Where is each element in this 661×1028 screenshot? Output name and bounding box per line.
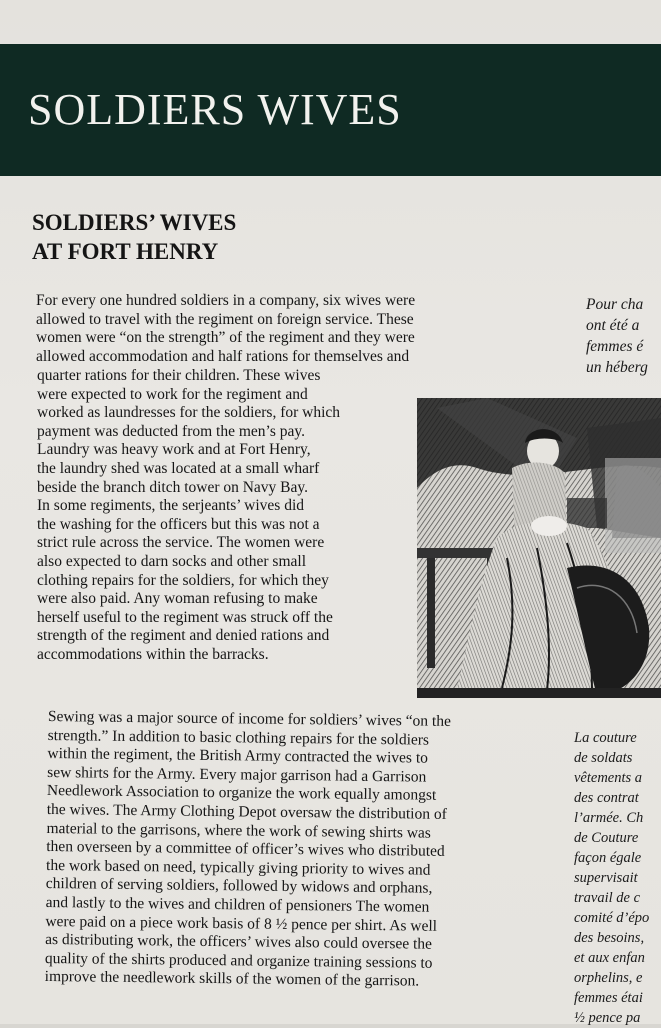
text-line: strength of the regiment and denied rations and bbox=[37, 627, 330, 645]
paragraph-1-narrow bbox=[37, 367, 407, 665]
french-line: vêtements a bbox=[574, 770, 643, 786]
text-line: the laundry shed was located at a small wharf bbox=[37, 459, 320, 477]
french-line: orphelins, e bbox=[574, 970, 643, 986]
text-line: sew shirts for the Army. Every major garrison had a Garrison bbox=[47, 763, 427, 786]
text-line: improve the needlework skills of the women of the garrison. bbox=[44, 968, 420, 990]
text-line: material to the garrisons, where the work of sewing shirts was bbox=[46, 819, 431, 842]
text-line: the wives. The Army Clothing Depot oversaw the distribution of bbox=[46, 800, 447, 823]
woman-sewing-engraving bbox=[417, 398, 661, 698]
text-line: women were “on the strength” of the regiment and they were bbox=[36, 329, 415, 347]
paragraph-2 bbox=[45, 708, 532, 993]
heading-line-2: AT FORT HENRY bbox=[32, 239, 219, 264]
text-line: accommodations within the barracks. bbox=[37, 645, 269, 663]
text-line: children of serving soldiers, followed by widows and orphans, bbox=[45, 875, 433, 898]
text-line: In some regiments, the serjeants’ wives did bbox=[37, 497, 305, 515]
french-line: façon égale bbox=[574, 850, 642, 866]
french-line: La couture bbox=[574, 730, 637, 746]
french-line: de soldats bbox=[574, 750, 633, 766]
text-line: Sewing was a major source of income for soldiers’ wives “on the bbox=[47, 708, 452, 730]
french-line: travail de c bbox=[574, 890, 641, 906]
section-heading bbox=[32, 208, 236, 266]
text-line: worked as laundresses for the soldiers, for which bbox=[37, 404, 341, 422]
text-line: allowed accommodation and half rations for themselves and bbox=[36, 347, 410, 365]
engraving-illustration bbox=[417, 398, 661, 698]
french-line: de Couture bbox=[574, 830, 639, 846]
text-line: Needlework Association to organize the work equally amongst bbox=[46, 782, 437, 805]
text-line: were also paid. Any woman refusing to make bbox=[37, 590, 318, 608]
french-line: ont été a bbox=[586, 317, 640, 334]
french-line: et aux enfan bbox=[574, 950, 645, 966]
text-line: were expected to work for the regiment and bbox=[37, 385, 308, 403]
text-line: strict rule across the service. The women were bbox=[37, 534, 325, 552]
french-line: femmes étai bbox=[574, 990, 643, 1006]
text-line: as distributing work, the officers’ wives also could oversee the bbox=[45, 931, 433, 953]
heading-line-1: SOLDIERS’ WIVES bbox=[32, 210, 237, 235]
text-line: quarter rations for their children. These wives bbox=[37, 367, 321, 384]
text-line: the washing for the officers but this was not a bbox=[37, 515, 320, 533]
french-line: comité d’épo bbox=[574, 910, 650, 926]
french-column-1 bbox=[586, 294, 648, 378]
text-line: quality of the shirts produced and organize training sessions to bbox=[44, 949, 433, 972]
french-line: des besoins, bbox=[574, 930, 645, 946]
text-line: beside the branch ditch tower on Navy Bay. bbox=[37, 478, 309, 496]
french-line: l’armée. Ch bbox=[574, 810, 644, 826]
text-line: and lastly to the wives and children of pensioners The women bbox=[45, 893, 430, 916]
text-line: payment was deducted from the men’s pay. bbox=[37, 422, 306, 440]
text-line: then overseen by a committee of officer’s wives who distributed bbox=[46, 838, 445, 861]
text-line: herself useful to the regiment was struck off the bbox=[37, 608, 333, 626]
french-line: un héberg bbox=[586, 359, 648, 376]
french-line: ½ pence pa bbox=[574, 1010, 641, 1026]
french-line: supervisait bbox=[574, 870, 638, 886]
banner-title: SOLDIERS WIVES bbox=[28, 85, 402, 134]
french-line: des contrat bbox=[574, 790, 639, 806]
text-line: were paid on a piece work basis of 8 ½ pence per shirt. As well bbox=[45, 912, 438, 935]
text-line: strength.” In addition to basic clothing repairs for the soldiers bbox=[47, 726, 430, 749]
text-line: also expected to darn socks and other small bbox=[37, 552, 307, 570]
text-line: the work based on need, typically giving priority to wives and bbox=[45, 856, 431, 879]
french-line: Pour cha bbox=[586, 296, 644, 313]
text-line: For every one hundred soldiers in a company, six wives were bbox=[36, 292, 416, 309]
text-line: allowed to travel with the regiment on foreign service. These bbox=[36, 310, 414, 328]
french-column-2 bbox=[574, 728, 649, 1028]
text-line: within the regiment, the British Army contracted the wives to bbox=[47, 745, 429, 767]
french-line: femmes é bbox=[586, 338, 644, 355]
paragraph-1-wide bbox=[36, 292, 542, 366]
text-line: clothing repairs for the soldiers, for which they bbox=[37, 571, 329, 589]
text-line: Laundry was heavy work and at Fort Henry, bbox=[37, 441, 311, 459]
